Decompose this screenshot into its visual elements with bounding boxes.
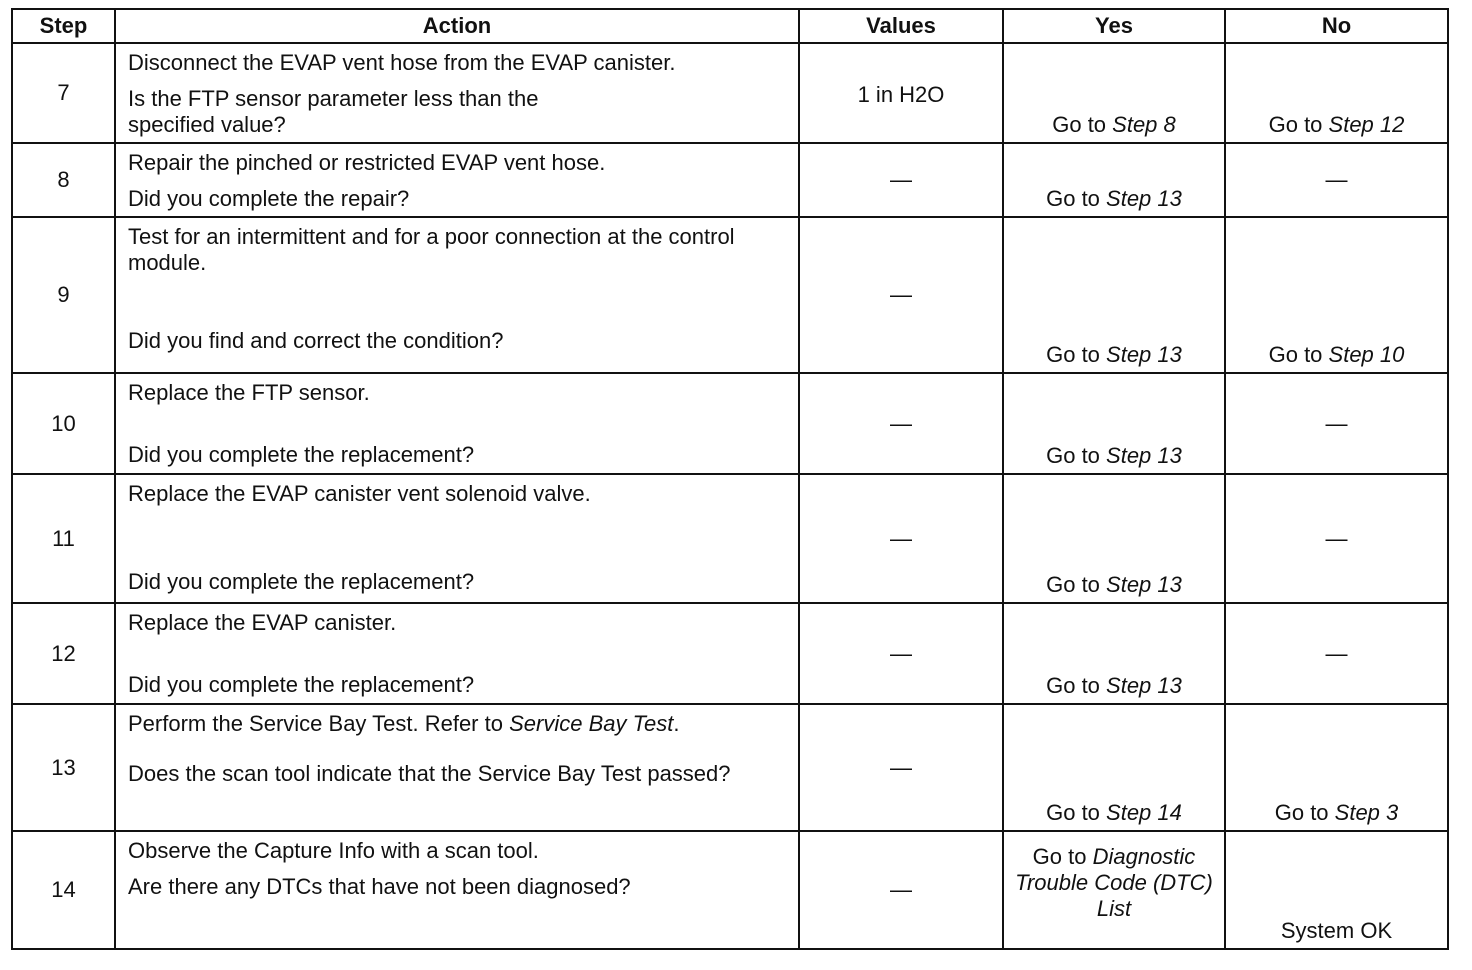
action-question: Did you complete the replacement? — [128, 569, 475, 594]
yes-prefix: Go to — [1046, 186, 1107, 211]
value-cell: — — [799, 143, 1003, 217]
step-number: 11 — [12, 474, 115, 603]
no-cell — [1225, 217, 1448, 373]
action-question: Is the FTP sensor parameter less than the specified value? — [128, 86, 539, 137]
header-row — [12, 9, 1448, 43]
action-text: Observe the Capture Info with a scan tool. — [128, 838, 539, 863]
action-cell — [115, 217, 799, 373]
table-row — [12, 217, 1448, 373]
value-cell: — — [799, 704, 1003, 831]
table-row — [12, 704, 1448, 831]
action-cell — [115, 603, 799, 704]
header-values: Values — [799, 9, 1003, 43]
yes-link[interactable]: Step 13 — [1106, 342, 1182, 367]
no-cell: — — [1225, 603, 1448, 704]
yes-link[interactable]: Step 13 — [1106, 443, 1182, 468]
yes-prefix: Go to — [1052, 112, 1113, 137]
step-number: 14 — [12, 831, 115, 949]
yes-prefix: Go to — [1046, 800, 1107, 825]
yes-link[interactable]: Step 13 — [1106, 572, 1182, 597]
action-text: Replace the EVAP canister vent solenoid valve. — [128, 481, 591, 506]
action-question: Are there any DTCs that have not been diagnosed? — [128, 874, 631, 899]
action-text: Replace the FTP sensor. — [128, 380, 370, 405]
action-cell — [115, 704, 799, 831]
no-cell — [1225, 704, 1448, 831]
action-text: Repair the pinched or restricted EVAP vent hose. — [128, 150, 606, 175]
action-cell — [115, 831, 799, 949]
value-cell: — — [799, 217, 1003, 373]
no-cell — [1225, 43, 1448, 143]
yes-prefix: Go to — [1046, 673, 1107, 698]
yes-cell — [1003, 43, 1225, 143]
action-cell — [115, 143, 799, 217]
step-number: 13 — [12, 704, 115, 831]
yes-link[interactable]: Step 13 — [1106, 186, 1182, 211]
yes-cell — [1003, 217, 1225, 373]
value-cell: — — [799, 831, 1003, 949]
action-question: Did you complete the replacement? — [128, 442, 475, 467]
header-yes: Yes — [1003, 9, 1225, 43]
action-text: Disconnect the EVAP vent hose from the EVAP canister. — [128, 50, 676, 75]
no-link[interactable]: Step 10 — [1328, 342, 1405, 367]
yes-link[interactable]: Step 14 — [1106, 800, 1182, 825]
yes-prefix: Go to — [1046, 342, 1107, 367]
table-row — [12, 831, 1448, 949]
service-bay-test-link[interactable]: Service Bay Test — [509, 711, 674, 736]
no-prefix: Go to — [1268, 342, 1329, 367]
yes-cell — [1003, 373, 1225, 474]
action-question: Did you complete the repair? — [128, 186, 410, 211]
no-cell: — — [1225, 474, 1448, 603]
yes-prefix: Go to — [1046, 572, 1107, 597]
action-question: Does the scan tool indicate that the Service Bay Test passed? — [128, 761, 731, 786]
yes-prefix: Go to — [1046, 443, 1107, 468]
action-text-suffix: . — [673, 711, 680, 736]
action-text: Test for an intermittent and for a poor connection at the control module. — [128, 224, 735, 275]
action-text — [128, 711, 788, 737]
no-cell: — — [1225, 373, 1448, 474]
table-row — [12, 603, 1448, 704]
action-question: Did you find and correct the condition? — [128, 328, 504, 353]
table-row — [12, 43, 1448, 143]
action-text-prefix: Perform the Service Bay Test. Refer to — [128, 711, 510, 736]
header-step: Step — [12, 9, 115, 43]
step-number: 12 — [12, 603, 115, 704]
value-cell: — — [799, 603, 1003, 704]
table-row — [12, 373, 1448, 474]
no-cell: System OK — [1225, 831, 1448, 949]
step-number: 7 — [12, 43, 115, 143]
yes-cell — [1003, 474, 1225, 603]
no-prefix: Go to — [1274, 800, 1335, 825]
diagnostic-table — [11, 8, 1449, 950]
no-prefix: Go to — [1268, 112, 1329, 137]
value-cell: — — [799, 474, 1003, 603]
no-link[interactable]: Step 12 — [1328, 112, 1405, 137]
table-row — [12, 143, 1448, 217]
yes-link[interactable]: Diagnostic Trouble Code (DTC) List — [1015, 844, 1213, 921]
table-row — [12, 474, 1448, 603]
yes-link[interactable]: Step 8 — [1112, 112, 1176, 137]
yes-link[interactable]: Step 13 — [1106, 673, 1182, 698]
no-link[interactable]: Step 3 — [1334, 800, 1399, 825]
action-text: Replace the EVAP canister. — [128, 610, 397, 635]
yes-cell — [1003, 704, 1225, 831]
no-cell: — — [1225, 143, 1448, 217]
yes-cell — [1003, 831, 1225, 949]
action-cell — [115, 373, 799, 474]
step-number: 10 — [12, 373, 115, 474]
header-no: No — [1225, 9, 1448, 43]
yes-cell — [1003, 143, 1225, 217]
yes-cell — [1003, 603, 1225, 704]
value-cell: 1 in H2O — [799, 43, 1003, 143]
action-question: Did you complete the replacement? — [128, 672, 475, 697]
step-number: 9 — [12, 217, 115, 373]
step-number: 8 — [12, 143, 115, 217]
action-cell — [115, 474, 799, 603]
yes-prefix: Go to — [1032, 844, 1093, 869]
value-cell: — — [799, 373, 1003, 474]
header-action: Action — [115, 9, 799, 43]
action-cell — [115, 43, 799, 143]
